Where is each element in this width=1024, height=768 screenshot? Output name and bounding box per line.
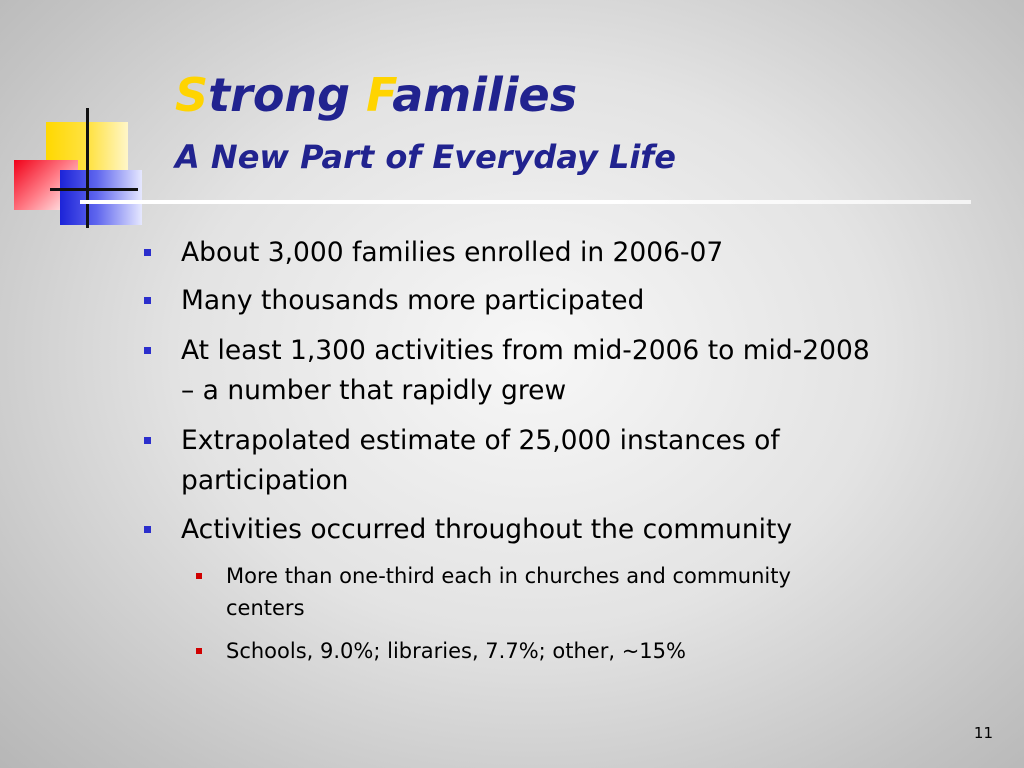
decor-horizontal-line <box>50 188 138 191</box>
decor-vertical-line <box>86 108 89 228</box>
sub-bullet-churches: More than one-third each in churches and community <box>226 560 791 592</box>
title-initial-s: S <box>175 68 209 122</box>
bullet-extrapolated-estimate-continued: participation <box>181 465 349 496</box>
title-rest-amilies: amilies <box>392 68 578 122</box>
bullet-activities-community: Activities occurred throughout the community <box>181 510 792 550</box>
sub-bullet-schools-libraries: Schools, 9.0%; libraries, 7.7%; other, ~15% <box>226 635 686 667</box>
bullet-thousands-participated: Many thousands more participated <box>181 281 644 321</box>
bullet-extrapolated-estimate: Extrapolated estimate of 25,000 instances of <box>181 421 780 461</box>
page-number: 11 <box>973 724 993 742</box>
title-initial-f: F <box>366 68 393 122</box>
decor-blue-square <box>60 170 142 225</box>
slide-title <box>175 68 577 122</box>
bullet-families-enrolled: About 3,000 families enrolled in 2006-07 <box>181 233 723 273</box>
sub-bullet-churches-continued: centers <box>226 596 305 620</box>
title-divider <box>80 200 971 204</box>
slide-subtitle: A New Part of Everyday Life <box>175 138 676 176</box>
bullet-activities-count: At least 1,300 activities from mid-2006 to mid-2008 <box>181 331 870 371</box>
bullet-activities-count-continued: – a number that rapidly grew <box>181 375 567 406</box>
title-rest-trong: trong <box>208 68 367 122</box>
